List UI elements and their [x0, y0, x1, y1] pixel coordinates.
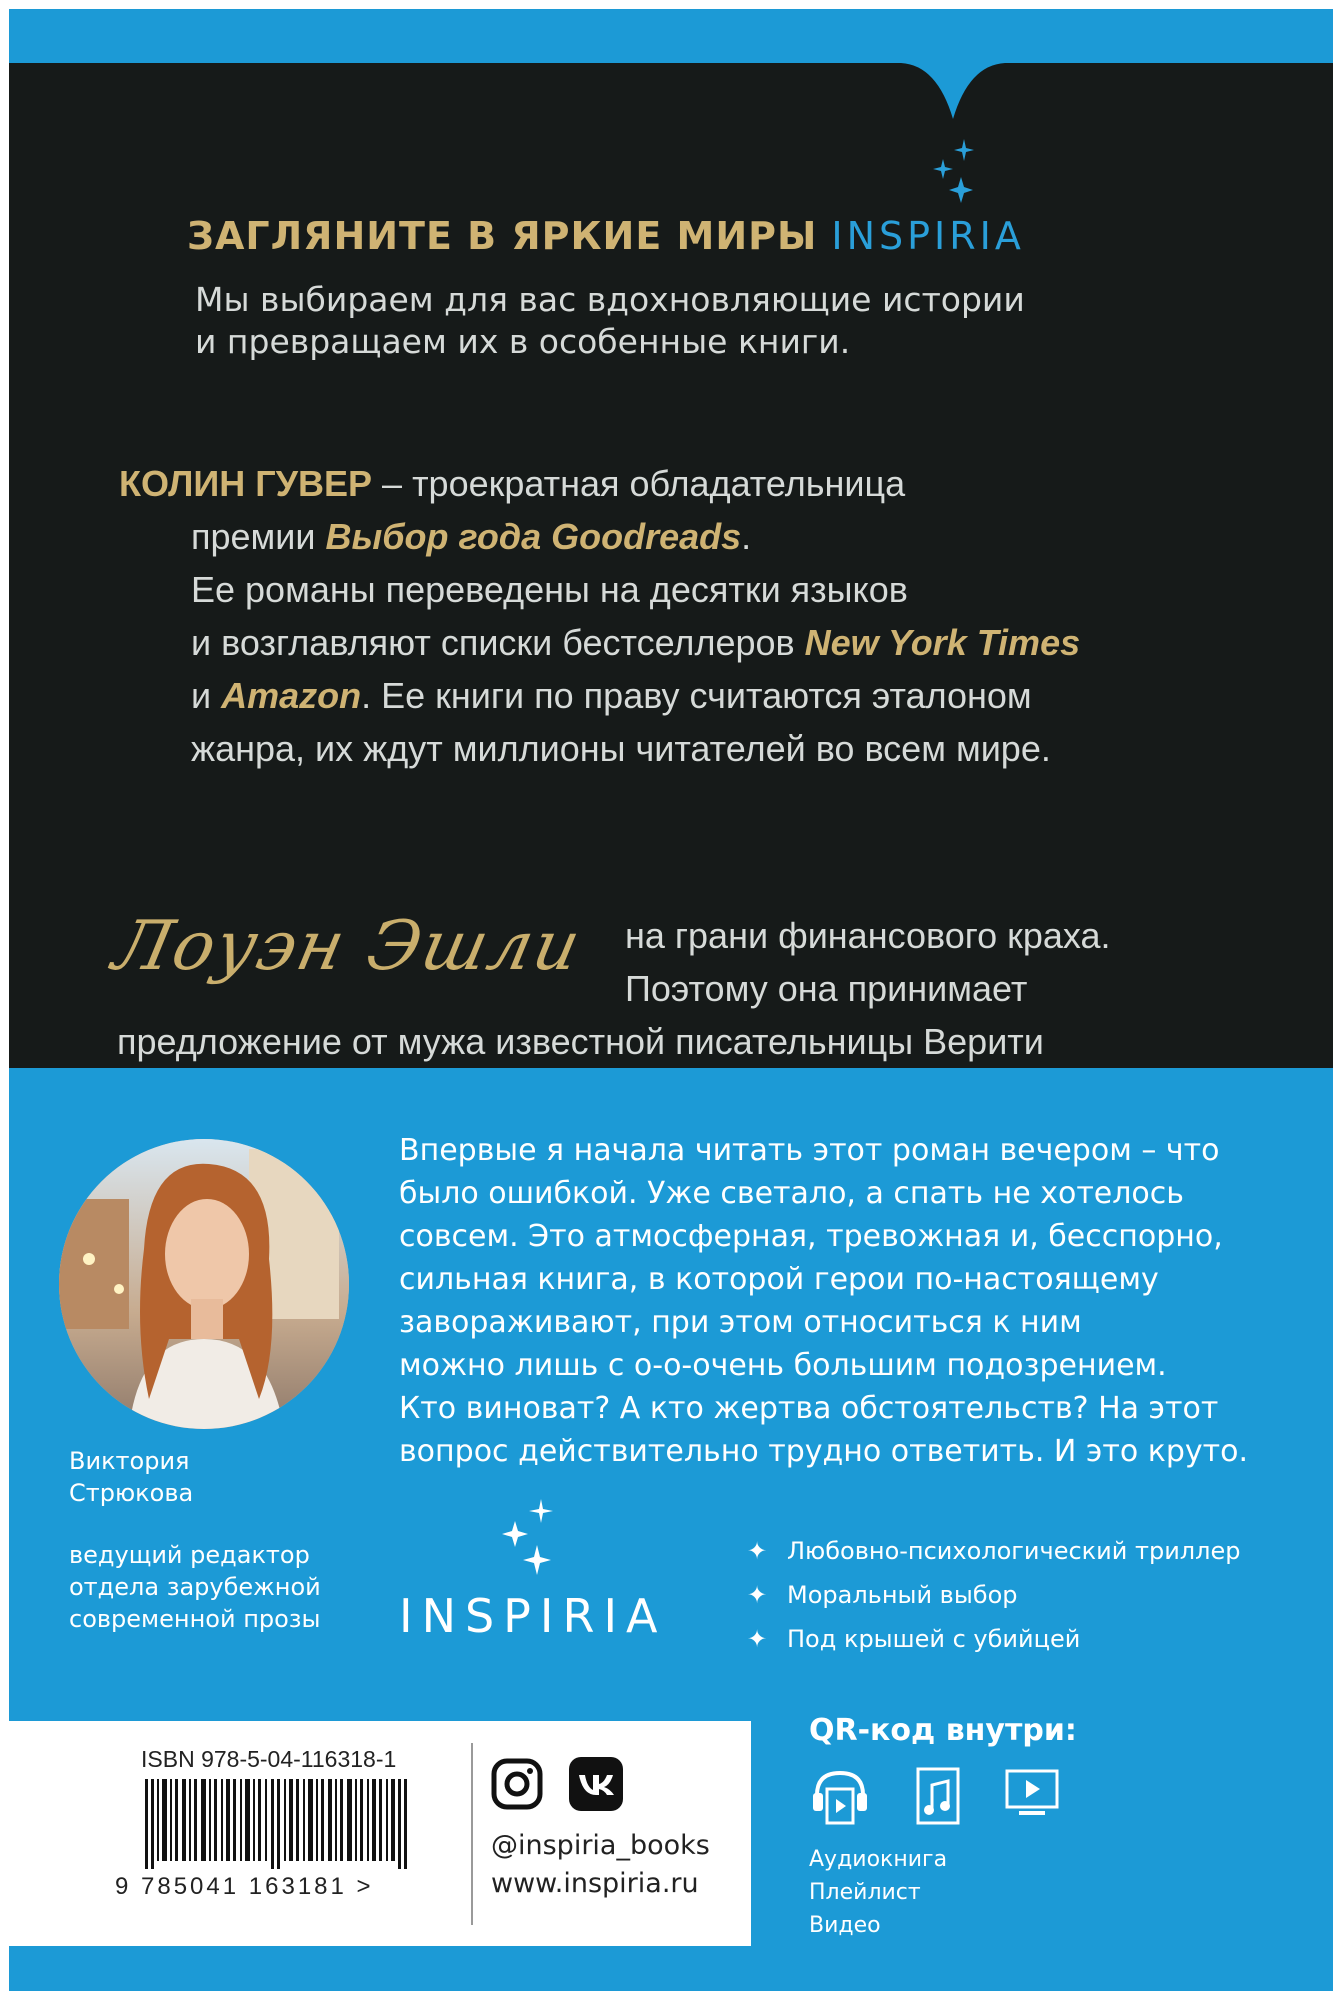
editor-name: Виктория [69, 1447, 190, 1475]
barcode-digits: 9 785041 163181 > [115, 1873, 374, 1900]
bio-text: премии [191, 516, 326, 557]
features-list [747, 1529, 1240, 1661]
review-line: сильная книга, в которой герои по-настоящему [399, 1262, 1159, 1297]
playlist-icon [914, 1765, 964, 1829]
teaser-text [117, 909, 1111, 1068]
editor-credit [69, 1445, 321, 1635]
teaser-line: на грани финансового краха. [625, 915, 1111, 956]
qr-item-playlist: Плейлист [809, 1880, 921, 1905]
headline-text: ЗАГЛЯНИТЕ В ЯРКИЕ МИРЫ [187, 214, 818, 258]
editor-review [399, 1129, 1248, 1473]
sparkle-bullet-icon: ✦ [747, 1581, 768, 1609]
feature-label: Моральный выбор [787, 1581, 1018, 1609]
social-icons [490, 1757, 623, 1811]
bestseller-list: New York Times [804, 622, 1081, 663]
instagram-icon[interactable] [490, 1757, 544, 1811]
bio-text: . Ее книги по праву считаются эталоном [361, 675, 1032, 716]
sparkle-bullet-icon: ✦ [747, 1537, 768, 1565]
qr-item-video: Видео [809, 1913, 881, 1938]
feature-item [747, 1617, 1240, 1661]
review-line: совсем. Это атмосферная, тревожная и, бесспорно, [399, 1219, 1223, 1254]
vk-icon[interactable] [569, 1757, 623, 1811]
teaser-line: Поэтому она принимает [625, 968, 1028, 1009]
character-signature: Лоуэн Эшли [106, 907, 589, 986]
editor-role: отдела зарубежной [69, 1573, 321, 1601]
author-bio [119, 457, 1080, 775]
sparkle-icon [929, 139, 979, 205]
headline [187, 214, 1025, 258]
editor-photo [59, 1139, 349, 1429]
book-back-cover [9, 9, 1333, 1991]
bio-text: и возглавляют списки бестселлеров [191, 622, 805, 663]
feature-label: Под крышей с убийцей [787, 1625, 1081, 1653]
review-line: завораживают, при этом относиться к ним [399, 1305, 1082, 1340]
feature-item [747, 1573, 1240, 1617]
qr-item-audiobook: Аудиокнига [809, 1847, 948, 1872]
social-handles [491, 1827, 710, 1903]
instagram-handle[interactable]: @inspiria_books [491, 1830, 710, 1861]
author-name: КОЛИН ГУВЕР [119, 463, 373, 504]
review-line: можно лишь с о-о-очень большим подозрением. [399, 1348, 1167, 1383]
qr-content-list [809, 1843, 947, 1942]
divider [471, 1743, 473, 1925]
bio-text: и [191, 675, 222, 716]
bio-text: . [741, 516, 752, 557]
website-link[interactable]: www.inspiria.ru [491, 1868, 699, 1899]
review-line: Кто виноват? А кто жертва обстоятельств? На этот [399, 1391, 1219, 1426]
bio-text: Ее романы переведены на десятки языков [191, 569, 908, 610]
inspiria-logo-stars-icon [499, 1499, 559, 1579]
isbn-text: ISBN 978-5-04-116318-1 [141, 1746, 397, 1772]
bio-text: жанра, их ждут миллионы читателей во всем мире. [191, 728, 1051, 769]
intro-line: Мы выбираем для вас вдохновляющие истории [195, 280, 1025, 319]
audiobook-icon [809, 1765, 871, 1829]
editor-role: современной прозы [69, 1605, 321, 1633]
sparkle-bullet-icon: ✦ [747, 1625, 768, 1653]
teaser-line: предложение от мужа известной писательницы Верити [117, 1021, 1044, 1062]
intro-text [195, 279, 1025, 363]
award-name: Выбор года Goodreads [325, 516, 742, 557]
top-band-notch [9, 9, 1333, 139]
editor-name: Стрюкова [69, 1479, 194, 1507]
barcode-image [145, 1779, 445, 1869]
intro-line: и превращаем их в особенные книги. [195, 322, 851, 361]
review-line: было ошибкой. Уже светало, а спать не хотелось [399, 1176, 1184, 1211]
review-line: Впервые я начала читать этот роман вечером – что [399, 1133, 1220, 1168]
video-icon [1003, 1765, 1061, 1821]
bio-text: – троекратная обладательница [372, 463, 906, 504]
feature-item [747, 1529, 1240, 1573]
editor-role: ведущий редактор [69, 1541, 310, 1569]
qr-title: QR-код внутри: [809, 1713, 1077, 1748]
headline-brand: INSPIRIA [831, 214, 1025, 258]
review-line: вопрос действительно трудно ответить. И это круто. [399, 1434, 1248, 1469]
qr-icons [809, 1765, 1061, 1829]
bestseller-list: Amazon [221, 675, 362, 716]
inspiria-logo-text: INSPIRIA [399, 1589, 667, 1643]
feature-label: Любовно-психологический триллер [787, 1537, 1241, 1565]
